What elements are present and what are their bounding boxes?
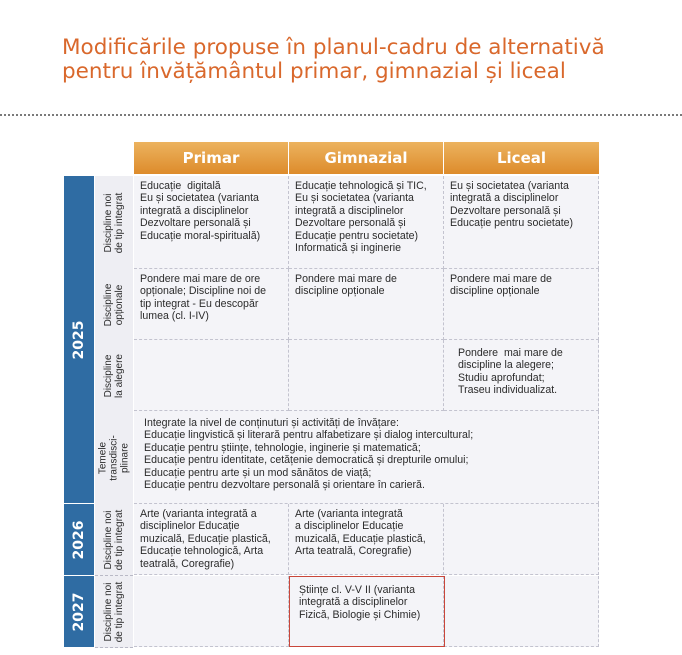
cell-la-alegere-gimnazial (289, 340, 444, 411)
page-title (62, 36, 662, 84)
year-bar-2027 (64, 576, 94, 647)
cell-integrate-2027-gimnazial: Științe cl. V-V II (varianta integrată a disciplinelor Fizică, Biologie și Chimie) (289, 576, 444, 647)
year-label-2026: 2026 (71, 520, 87, 559)
dotted-divider (0, 114, 682, 116)
cell-integrate-2027-primar (134, 576, 289, 647)
row-label-transdisciplinare: Temele transdisci- plinare (95, 411, 133, 505)
cell-la-alegere-primar (134, 340, 289, 411)
cell-integrate-2025-gimnazial: Educație tehnologică și TIC, Eu și societatea (varianta integrată a disciplinelor Dezvoltare personală și Educație pentru societate) Informatică și inginerie (289, 176, 444, 269)
cell-integrate-2026-gimnazial: Arte (varianta integrată a disciplinelor Educație muzicală, Educație plastică, Arta teatrală, Coregrafie) (289, 504, 444, 575)
row-label-optionale: Discipline opționale (95, 269, 133, 341)
year-label-2027: 2027 (71, 592, 87, 631)
title-line-1: Modificările propuse în planul-cadru de alternativă (62, 35, 605, 60)
year-bar-2026 (64, 504, 94, 575)
cell-integrate-2026-liceal (444, 504, 599, 575)
column-header-gimnazial: Gimnazial (289, 142, 443, 174)
row-label-la-alegere: Discipline la alegere (95, 340, 133, 412)
cell-optionale-gimnazial: Pondere mai mare de discipline opționale (289, 269, 444, 340)
year-bar-2025 (64, 176, 94, 503)
cell-la-alegere-liceal: Pondere mai mare de discipline la alegere; Studiu aprofundat; Traseu individualizat. (444, 340, 599, 411)
row-label-integrate-2026: Discipline noi de tip integrat (95, 504, 133, 576)
cell-optionale-liceal: Pondere mai mare de discipline opționale (444, 269, 599, 340)
cell-optionale-primar: Pondere mai mare de ore opționale; Discipline noi de tip integrat - Eu descopăr lumea (cl. I-IV) (134, 269, 289, 340)
column-header-liceal: Liceal (444, 142, 599, 174)
cell-integrate-2025-liceal: Eu și societatea (varianta integrată a disciplinelor Dezvoltare personală și Educație pentru societate) (444, 176, 599, 269)
title-line-2: pentru învățământul primar, gimnazial și liceal (62, 59, 566, 84)
column-header-primar: Primar (134, 142, 288, 174)
row-label-integrate-2027: Discipline noi de tip integrat (95, 576, 133, 648)
highlight-box (289, 576, 445, 647)
year-label-2025: 2025 (71, 320, 87, 359)
row-label-integrate-2025: Discipline noi de tip integrat (95, 176, 133, 270)
cell-transdisciplinare: Integrate la nivel de conținuturi și activități de învățare: Educație lingvistică și literară pentru alfabetizare și dialog intercultural; Educație pentru științe, tehnologie, inginerie și matematică; Educație pentru identitate, cetățenie democratică și drepturile omului; Educație pentru arte și un mod sănătos de viață; Educație pentru dezvoltare personală și orientare în carieră. (134, 411, 599, 504)
cell-integrate-2027-liceal (444, 576, 599, 647)
cell-integrate-2025-primar: Educație digitală Eu și societatea (varianta integrată a disciplinelor Dezvoltare personală și Educație moral-spirituală) (134, 176, 289, 269)
cell-integrate-2026-primar: Arte (varianta integrată a disciplinelor Educație muzicală, Educație plastică, Educație tehnologică, Arta teatrală, Coregrafie) (134, 504, 289, 575)
